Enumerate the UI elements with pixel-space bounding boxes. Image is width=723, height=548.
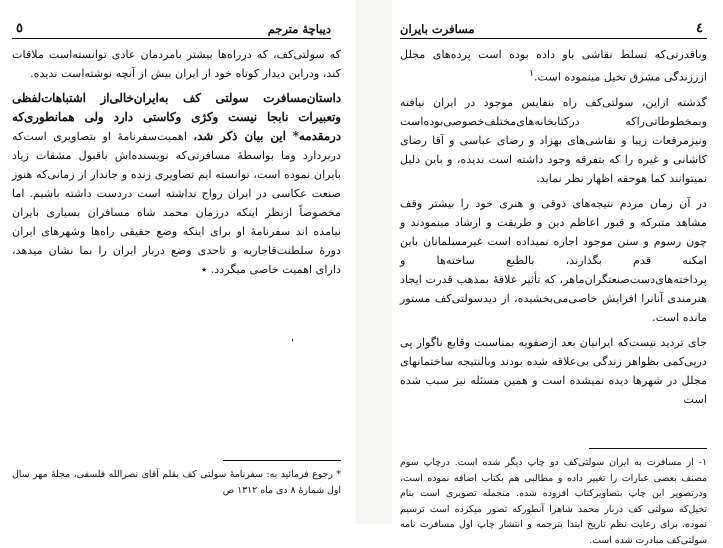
right-paragraph-4: جای تردید نیست‌که ایرانیان بعد ازصفویه بمناسبت وقایع ناگوار پی درپی‌کمی بظواهر زندگی بی‌علاقه شده بودند وبالنتیجه ساختمانهای مجلل در شهرها دیده نمیشده است و همین مسئله نیز سبب شده است <box>400 335 707 406</box>
right-paragraph-1-text: وباقدرتی‌که تسلط نقاشی باو داده بوده است پرده‌های مجلل ازززندگی مشرق تخیل مینموده است. <box>400 48 707 84</box>
left-footnote-area <box>12 452 341 498</box>
right-page-header <box>400 12 707 39</box>
right-paragraph-3: در آن زمان مردم نتیجه‌های ذوقی و هنری خود را بیشتر وقف مشاهد متبرکه و قبور اعاظم دین و طریقت و ارشاد مینمودند و چون رسوم و سنن موجود اجازه نمیداده است غیرمسلمانان باین امکنه قدم بگذارند، بالطبع ساخته‌ها و پرداخته‌های‌دست‌صنعتگران‌ماهر، که تأثیر علاقهٔ بمذهب قدرت ایجاد هنرمندی آنانرا افزایش خاصی‌می‌بخشیده، از دیدسولتی‌کف مستور مانده است. <box>400 196 707 324</box>
book-gutter <box>355 0 392 524</box>
left-paragraph-2-rest: اهمیت‌سفرنامهٔ او بتصاویری است‌که دربردارد وما بواسطهٔ مسافرتی‌که نویسنده‌اش باقبول مشقات زیاد بایران نموده است، توانسته ایم تصاویری زنده و جاندار از زمانی‌که هنوز صنعت عکاسی در ایران رواج نداشته است دردست داشته باشیم. اما مخصوصاً ازنظر اینکه درزمان محمد شاه مسافران بسیاری بایران نیامده اند سفرنامهٔ او برای اینکه وضع حقیقی راه‌ها وشهرهای ایران دورهٔ سلطنت‌قاجاریه و تاحدی وضع دربار ایران را بما نشان میدهد، دارای اهمیت خاصی میگردد. <box>12 130 341 276</box>
right-footnote: ١- از مسافرت به ایران سولتی‌کف دو چاپ دیگر شده است. درچاپ سوم مصنف بعضی عبارات را تغییر داده و مطالبی هم بکتاب اضافه نموده است، ودرتصویر این چاپ بتصاویرکتاب افزوده شده. منجمله تصویری است بنام تخیل‌که سولتی کف دربار محمد شاهرا آنطورکه تصور میکرده است ترسیم نموده. برای رعایت نظم تاریخ ابتدا بترجمه و انتشار چاپ اول مسافرت نامه سولتی‌کف مبادرت شده است. <box>400 457 707 546</box>
stray-mark: ˌ <box>291 330 295 343</box>
right-paragraph-1 <box>400 45 707 87</box>
right-footnote-separator <box>589 448 707 449</box>
right-header-title: مسافرت بایران <box>400 22 475 36</box>
left-page <box>0 0 355 524</box>
left-header-title: دیباچهٔ مترجم <box>267 22 331 36</box>
left-footnote: * رجوع فرمائید به: سفرنامهٔ سولتی کف بقلم آقای نصرالله فلسفی، مجلهٔ مهر سال اول شمارهٔ ۸ دی ماه ۱۳۱۲ ص <box>12 469 341 496</box>
right-footnote-ref: ١ <box>528 68 534 79</box>
left-paragraph-2 <box>12 89 341 279</box>
left-paragraph-2-bold: داستان‌مسافرت سولتی کف به‌ایران‌خالی‌از اشتباهات‌لفظی وتعبیرات نابجا نیست وکژی وکاستی دارد ولی همانطوری‌که درمقدمه* این بیان ذکر شد، <box>12 91 341 143</box>
left-end-mark: ٭ <box>201 263 208 276</box>
right-paragraph-2: گذشته ازاین، سولتی‌کف راه بنفایس موجود در ایران نیافته وبمخطوطاتی‌راکه درکتابخانه‌های‌مختلف‌خصوصی‌بوده‌است ونیزمرقعات زیبا و نقاشی‌های بهزاد و رضای عباسی و آقا رضای کاشانی و غیره را که بتفرقه وجود داشته است ندیده، و باین دلیل نمیتوانند کما هوحقه اظهار نظر نماید. <box>400 95 707 185</box>
left-footnote-separator <box>223 460 341 461</box>
left-page-number: ٥ <box>16 21 23 36</box>
left-paragraph-1: که سولتی‌کف، که درراه‌ها بیشتر بامردمان عادی توانسته‌است ملاقات کند، ودراین دیدار کوتاه خود از ایران بیش از آنچه نوشته‌است ندیده. <box>12 48 341 80</box>
left-page-header <box>12 12 331 39</box>
right-footnote-area <box>400 440 707 548</box>
right-page-number: ٤ <box>696 21 703 36</box>
right-page <box>392 0 723 546</box>
right-body-text <box>400 45 707 409</box>
left-body-text <box>12 45 341 279</box>
